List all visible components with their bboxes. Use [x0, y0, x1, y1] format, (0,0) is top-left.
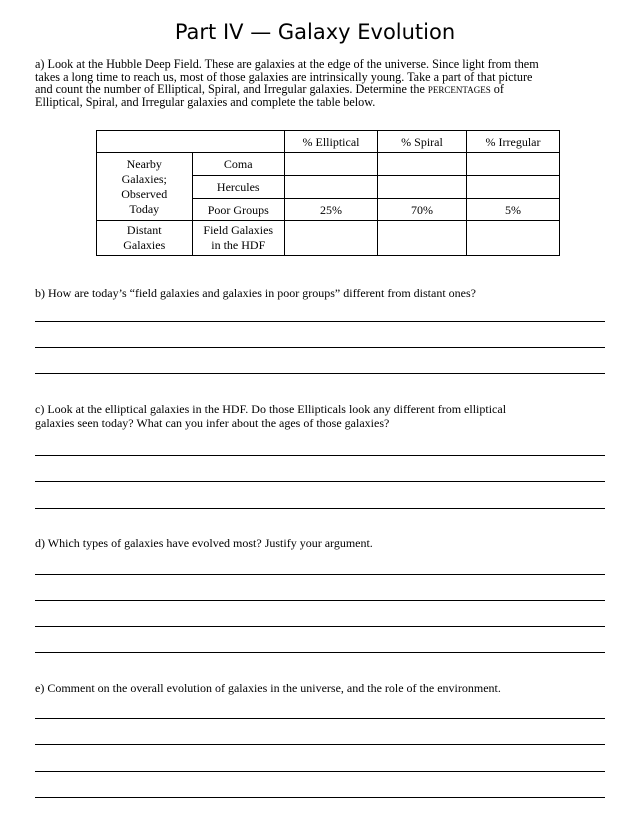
row-field-galaxies-hdf: [192, 221, 285, 256]
percentages-emphasis: percentages: [427, 82, 491, 96]
table-corner: [192, 131, 285, 153]
intro-line: takes a long time to reach us, most of those galaxies are intrinsically young. Take a part of that picture: [35, 69, 533, 84]
answer-line-d4[interactable]: [35, 652, 605, 653]
answer-line-b3[interactable]: [35, 373, 605, 374]
answer-line-d1[interactable]: [35, 574, 605, 575]
distant-galaxies-label: [97, 221, 193, 256]
header-elliptical: % Elliptical: [285, 131, 378, 153]
field-label-line: in the HDF: [211, 238, 266, 252]
row-coma: Coma: [192, 153, 285, 176]
nearby-label-line: Today: [129, 201, 160, 216]
answer-line-e2[interactable]: [35, 744, 605, 745]
answer-line-e3[interactable]: [35, 771, 605, 772]
question-b: b) How are today’s “field galaxies and galaxies in poor groups” different from distant ones?: [35, 286, 476, 300]
answer-line-e1[interactable]: [35, 718, 605, 719]
cell-poor-groups-irregular: 5%: [467, 199, 560, 221]
cell-coma-irregular[interactable]: [467, 153, 560, 176]
intro-line: and count the number of Elliptical, Spiral, and Irregular galaxies. Determine the percentages of: [35, 82, 504, 96]
cell-hercules-irregular[interactable]: [467, 176, 560, 199]
cell-coma-spiral[interactable]: [378, 153, 467, 176]
nearby-label-line: Observed: [121, 186, 168, 201]
cell-coma-elliptical[interactable]: [285, 153, 378, 176]
nearby-galaxies-label: [97, 153, 193, 221]
question-c: [35, 402, 605, 430]
header-irregular: % Irregular: [467, 131, 560, 153]
answer-line-b1[interactable]: [35, 321, 605, 322]
question-d: d) Which types of galaxies have evolved most? Justify your argument.: [35, 536, 373, 550]
question-c-line: c) Look at the elliptical galaxies in the HDF. Do those Ellipticals look any different from elliptical: [35, 402, 507, 416]
answer-line-c1[interactable]: [35, 455, 605, 456]
field-label-line: Field Galaxies: [203, 223, 274, 237]
answer-line-e4[interactable]: [35, 797, 605, 798]
nearby-label-line: Galaxies;: [121, 171, 167, 186]
intro-line: a) Look at the Hubble Deep Field. These are galaxies at the edge of the universe. Since light from them: [35, 57, 539, 71]
cell-poor-groups-elliptical: 25%: [285, 199, 378, 221]
intro-paragraph: [35, 58, 600, 108]
row-hercules: Hercules: [192, 176, 285, 199]
cell-hercules-elliptical[interactable]: [285, 176, 378, 199]
row-poor-groups: Poor Groups: [192, 199, 285, 221]
answer-line-b2[interactable]: [35, 347, 605, 348]
answer-line-c3[interactable]: [35, 508, 605, 509]
cell-poor-groups-spiral: 70%: [378, 199, 467, 221]
question-e: e) Comment on the overall evolution of galaxies in the universe, and the role of the environment.: [35, 681, 501, 695]
cell-hdf-irregular[interactable]: [467, 221, 560, 256]
header-spiral: % Spiral: [378, 131, 467, 153]
table-corner: [97, 131, 193, 153]
answer-line-d3[interactable]: [35, 626, 605, 627]
distant-label-line: Distant: [126, 223, 162, 237]
answer-line-c2[interactable]: [35, 481, 605, 482]
intro-line: Elliptical, Spiral, and Irregular galaxies and complete the table below.: [35, 94, 376, 109]
page-title: Part IV — Galaxy Evolution: [174, 20, 456, 44]
answer-line-d2[interactable]: [35, 600, 605, 601]
cell-hdf-spiral[interactable]: [378, 221, 467, 256]
distant-label-line: Galaxies: [123, 238, 166, 252]
cell-hercules-spiral[interactable]: [378, 176, 467, 199]
question-c-line: galaxies seen today? What can you infer about the ages of those galaxies?: [35, 416, 390, 430]
cell-hdf-elliptical[interactable]: [285, 221, 378, 256]
galaxy-table: [96, 130, 560, 256]
nearby-label-line: Nearby: [126, 156, 162, 171]
